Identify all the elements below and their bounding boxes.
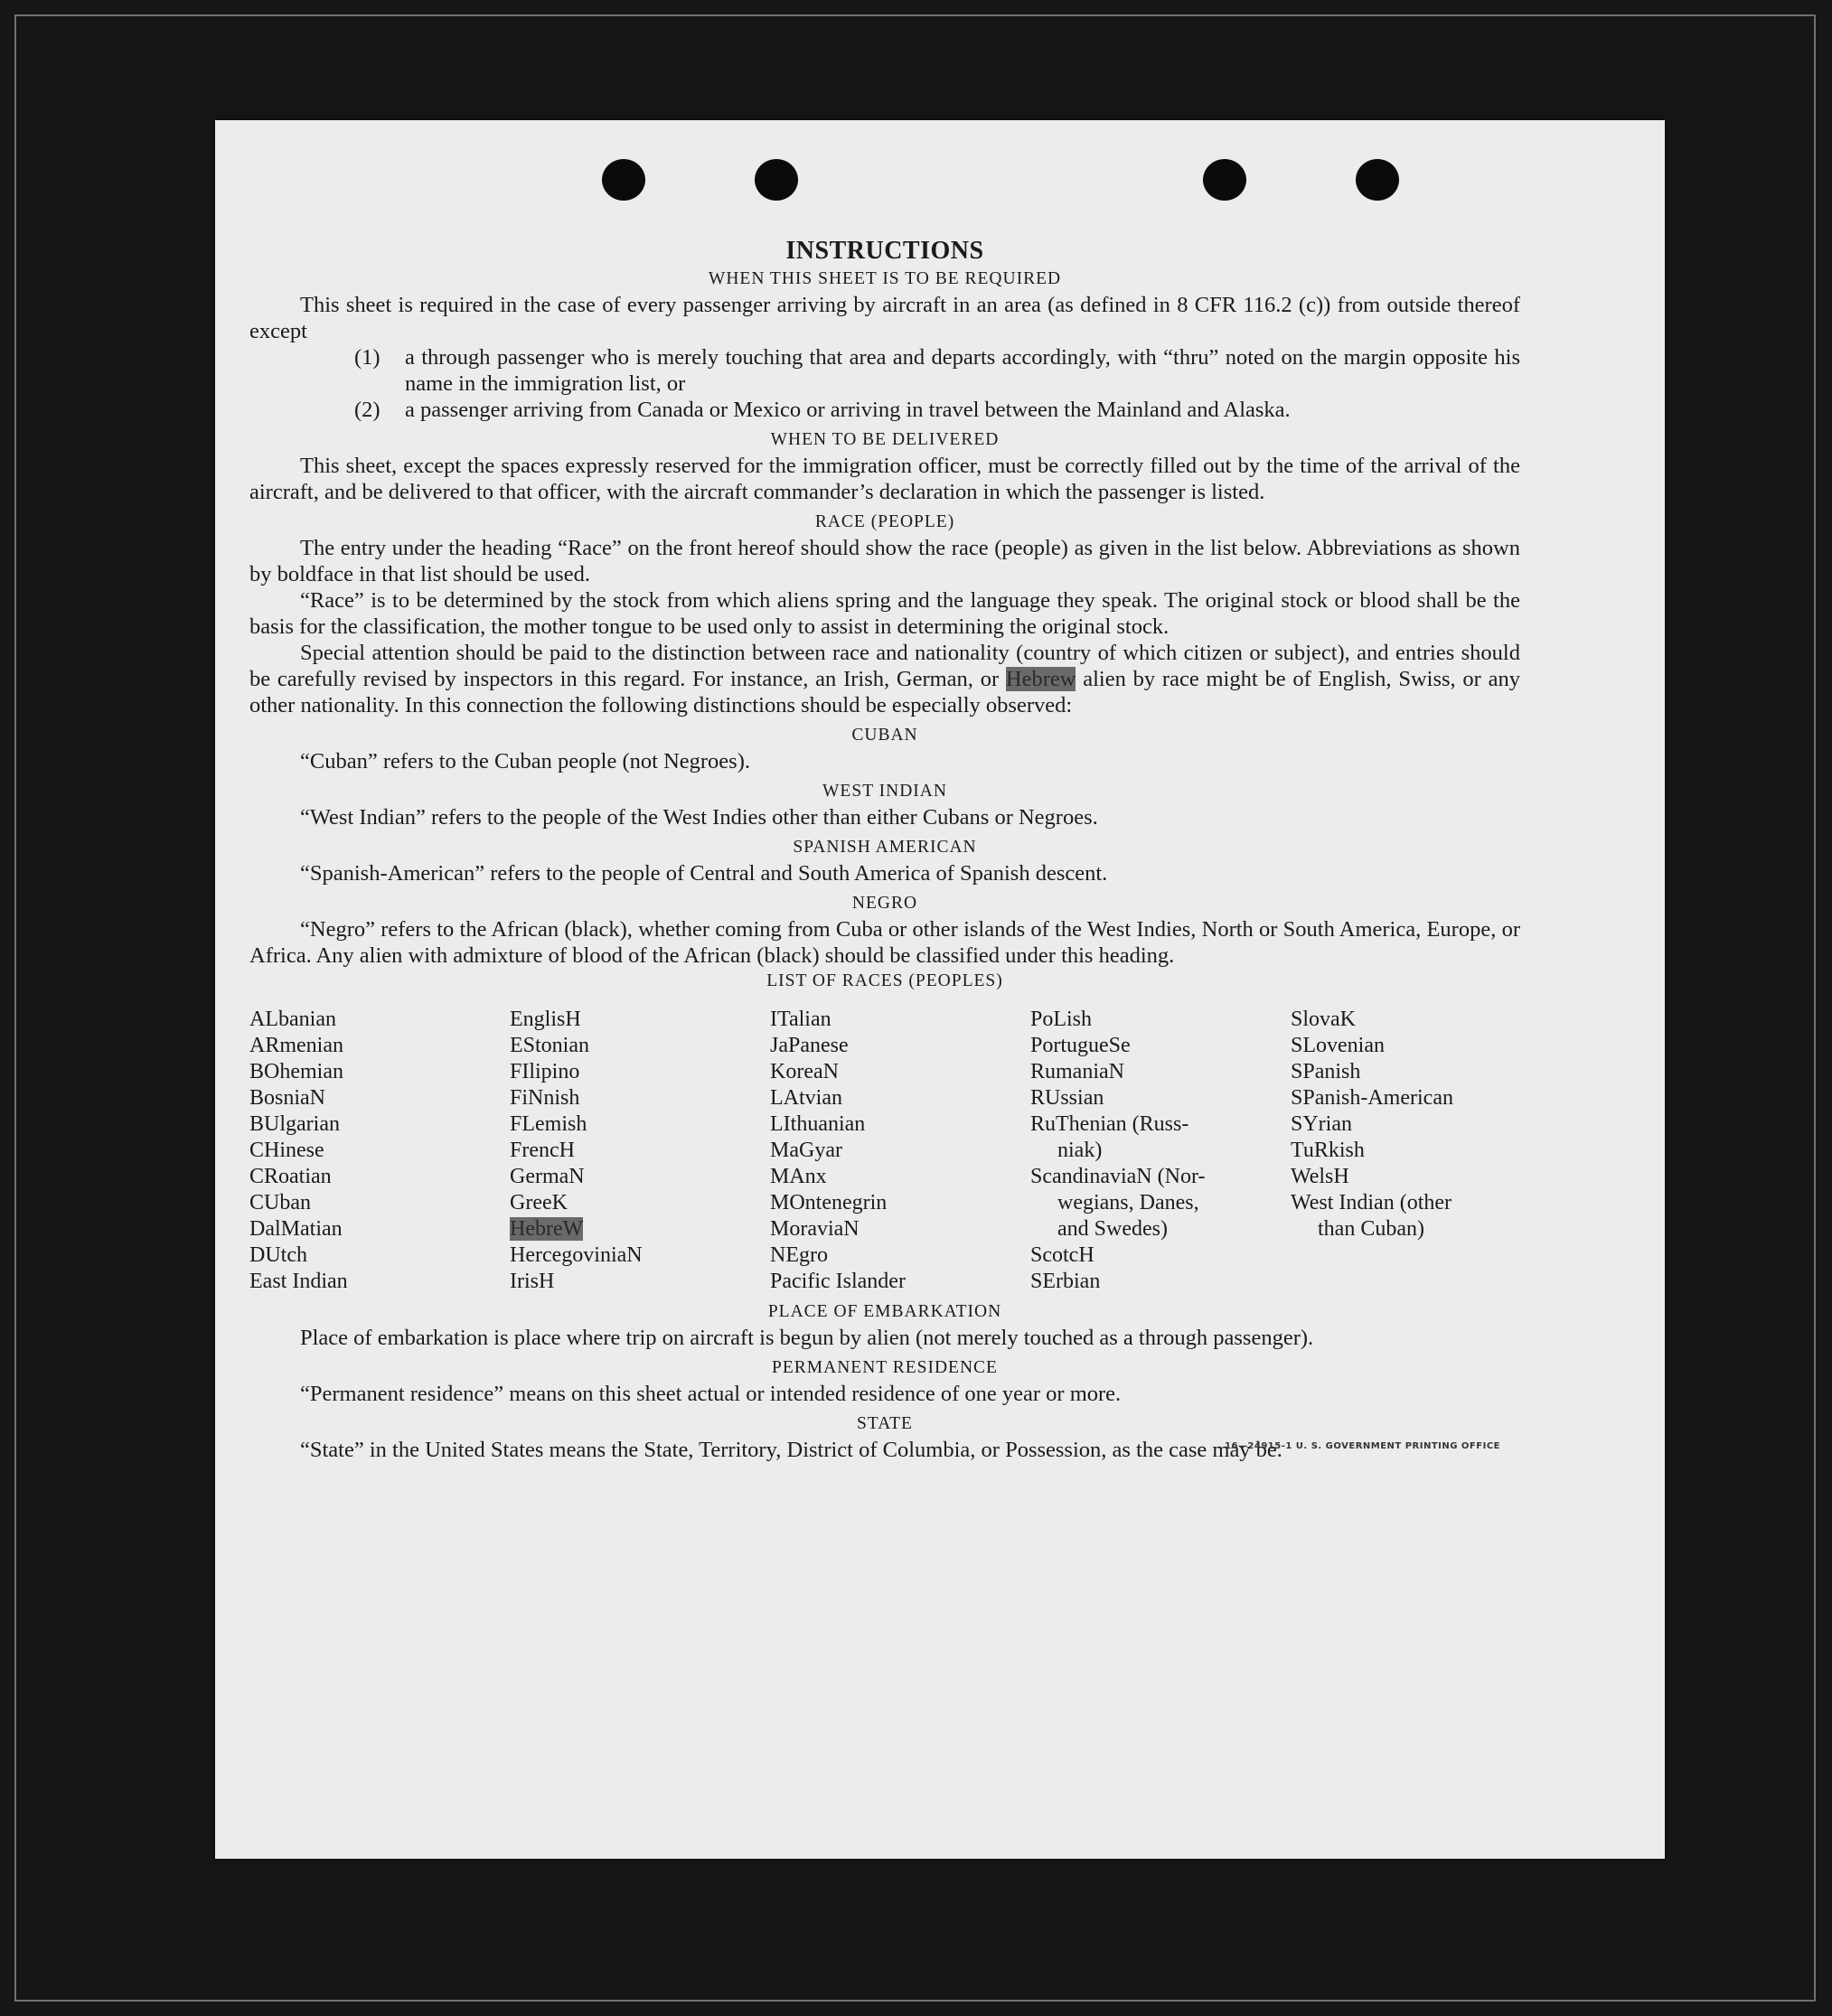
- race-entry: HercegoviniaN: [510, 1243, 643, 1267]
- race-entry: SLovenian: [1291, 1034, 1385, 1057]
- race-entry: FrencH: [510, 1139, 575, 1162]
- when-delivered-text: This sheet, except the spaces expressly reserved for the immigration officer, must be correctly filled out by the time of the arrival of the aircraft, and be delivered to that officer, with the aircraft commander’s declaration in which the passenger is listed.: [249, 454, 1520, 504]
- west-indian-text: “West Indian” refers to the people of the West Indies other than either Cubans or Negroes.: [300, 805, 1098, 830]
- race-paragraph-3-start: Special attention should be paid to the distinction between race and nationality (country of which citizen or subject), and entries should be carefully revised by inspectors in this regard. For instance, an Irish, German, or: [249, 641, 1520, 691]
- residence-text: “Permanent residence” means on this sheet actual or intended residence of one year or more.: [300, 1382, 1122, 1406]
- section-heading-when-required: WHEN THIS SHEET IS TO BE REQUIRED: [708, 269, 1062, 288]
- negro-text: “Negro” refers to the African (black), whether coming from Cuba or other islands of the West Indies, North or South America, Europe, or Africa. Any alien with admixture of blood of the African (black) should be classified under this heading.: [249, 917, 1520, 968]
- race-entry: BOhemian: [249, 1060, 343, 1083]
- race-entry: BosniaN: [249, 1086, 325, 1110]
- race-entry: PortugueSe: [1030, 1034, 1131, 1057]
- race-entry: GreeK: [510, 1191, 568, 1214]
- race-paragraph-3: [249, 640, 1520, 718]
- page-title: INSTRUCTIONS: [785, 237, 984, 265]
- race-entry: CRoatian: [249, 1165, 332, 1188]
- race-entry: SErbian: [1030, 1270, 1101, 1293]
- instructions-content: [249, 236, 1520, 1463]
- race-column: [249, 1007, 510, 1295]
- section-heading-when-delivered: WHEN TO BE DELIVERED: [770, 430, 1000, 449]
- race-entry: FiNnish: [510, 1086, 580, 1110]
- race-entry: RumaniaN: [1030, 1060, 1124, 1083]
- race-entry: than Cuban): [1318, 1217, 1424, 1241]
- race-entry: SPanish-American: [1291, 1086, 1453, 1110]
- section-heading-spanish-american: SPANISH AMERICAN: [793, 838, 977, 857]
- section-heading-list-of-races: LIST OF RACES (PEOPLES): [766, 971, 1003, 990]
- spanish-american-text: “Spanish-American” refers to the people of Central and South America of Spanish descent.: [300, 861, 1108, 886]
- race-entry: EnglisH: [510, 1008, 581, 1031]
- printing-office-imprint: 16—24915-1 U. S. GOVERNMENT PRINTING OFFICE: [1225, 1441, 1500, 1451]
- race-column: [510, 1007, 770, 1295]
- instruction-sheet: [215, 120, 1665, 1859]
- race-entry: MAnx: [770, 1165, 827, 1188]
- section-heading-state: STATE: [857, 1414, 913, 1433]
- race-entry: and Swedes): [1057, 1217, 1168, 1241]
- state-row: [249, 1437, 1520, 1463]
- race-entry: PoLish: [1030, 1008, 1093, 1031]
- race-entry: MoraviaN: [770, 1217, 860, 1241]
- item-text: a through passenger who is merely touching that area and departs accordingly, with “thru” noted on the margin opposite his name in the immigration list, or: [405, 345, 1520, 396]
- race-entry: GermaN: [510, 1165, 585, 1188]
- race-entry: FLemish: [510, 1112, 587, 1136]
- race-entry: CHinese: [249, 1139, 324, 1162]
- cuban-text: “Cuban” refers to the Cuban people (not Negroes).: [300, 749, 750, 774]
- race-entry: LIthuanian: [770, 1112, 866, 1136]
- race-entry: HebreW: [510, 1217, 584, 1241]
- state-text: “State” in the United States means the State, Territory, District of Columbia, or Possession, as the case may be.: [300, 1438, 1282, 1462]
- race-entry: RuThenian (Russ-: [1030, 1112, 1189, 1136]
- race-column: [770, 1007, 1030, 1295]
- race-entry: ScandinaviaN (Nor-: [1030, 1165, 1206, 1188]
- race-entry: WelsH: [1291, 1165, 1349, 1188]
- race-entry: SlovaK: [1291, 1008, 1356, 1031]
- race-paragraph-3-end: alien by race might be of English, Swiss, or any other nationality. In this connection the following distinctions should be especially observed:: [249, 667, 1520, 717]
- race-entry: DalMatian: [249, 1217, 343, 1241]
- race-list: [249, 1007, 1520, 1295]
- item-number: (1): [354, 345, 380, 370]
- race-entry: BUlgarian: [249, 1112, 340, 1136]
- race-entry: MOntenegrin: [770, 1191, 888, 1214]
- race-entry: RUssian: [1030, 1086, 1104, 1110]
- race-entry: EStonian: [510, 1034, 589, 1057]
- list-item: [249, 344, 1520, 397]
- race-entry: East Indian: [249, 1270, 348, 1293]
- race-entry: ScotcH: [1030, 1243, 1095, 1267]
- race-entry: DUtch: [249, 1243, 307, 1267]
- section-heading-race: RACE (PEOPLE): [814, 512, 955, 531]
- race-entry: West Indian (other: [1291, 1191, 1452, 1214]
- race-entry: ITalian: [770, 1008, 831, 1031]
- punch-hole: [755, 159, 798, 201]
- list-item: [249, 397, 1520, 423]
- race-entry: FIlipino: [510, 1060, 580, 1083]
- item-text: a passenger arriving from Canada or Mexico or arriving in travel between the Mainland and Alaska.: [405, 398, 1291, 422]
- race-paragraph-1: The entry under the heading “Race” on the front hereof should show the race (people) as given in the list below. Abbreviations as shown by boldface in that list should be used.: [249, 536, 1520, 586]
- item-number: (2): [354, 398, 380, 422]
- race-entry: MaGyar: [770, 1139, 842, 1162]
- race-column: [1291, 1007, 1520, 1295]
- section-heading-west-indian: WEST INDIAN: [822, 782, 947, 801]
- race-entry: TuRkish: [1291, 1139, 1365, 1162]
- race-entry: wegians, Danes,: [1057, 1191, 1199, 1214]
- punch-hole: [1203, 159, 1246, 201]
- race-entry: SYrian: [1291, 1112, 1352, 1136]
- embarkation-text: Place of embarkation is place where trip on aircraft is begun by alien (not merely touched as a through passenger).: [300, 1326, 1314, 1350]
- section-heading-negro: NEGRO: [851, 894, 918, 913]
- section-heading-residence: PERMANENT RESIDENCE: [772, 1358, 998, 1377]
- race-entry: CUban: [249, 1191, 311, 1214]
- section-heading-cuban: CUBAN: [851, 726, 918, 745]
- race-column: [1030, 1007, 1291, 1295]
- punch-hole: [602, 159, 645, 201]
- race-paragraph-2: “Race” is to be determined by the stock from which aliens spring and the language they speak. The original stock or blood shall be the basis for the classification, the mother tongue to be used only to assist in determining the original stock.: [249, 588, 1520, 639]
- race-entry: KoreaN: [770, 1060, 839, 1083]
- when-required-text: This sheet is required in the case of every passenger arriving by aircraft in an area (as defined in 8 CFR 116.2 (c)) from outside thereof except: [249, 293, 1520, 343]
- race-entry: niak): [1057, 1139, 1103, 1162]
- race-entry: LAtvian: [770, 1086, 842, 1110]
- race-entry: NEgro: [770, 1243, 828, 1267]
- race-entry: IrisH: [510, 1270, 555, 1293]
- section-heading-embarkation: PLACE OF EMBARKATION: [767, 1302, 1002, 1321]
- race-entry: ALbanian: [249, 1008, 336, 1031]
- race-entry: Pacific Islander: [770, 1270, 906, 1293]
- struck-word: Hebrew: [1005, 667, 1076, 691]
- race-entry: ARmenian: [249, 1034, 343, 1057]
- punch-hole: [1356, 159, 1399, 201]
- race-entry: JaPanese: [770, 1034, 849, 1057]
- race-entry: SPanish: [1291, 1060, 1361, 1083]
